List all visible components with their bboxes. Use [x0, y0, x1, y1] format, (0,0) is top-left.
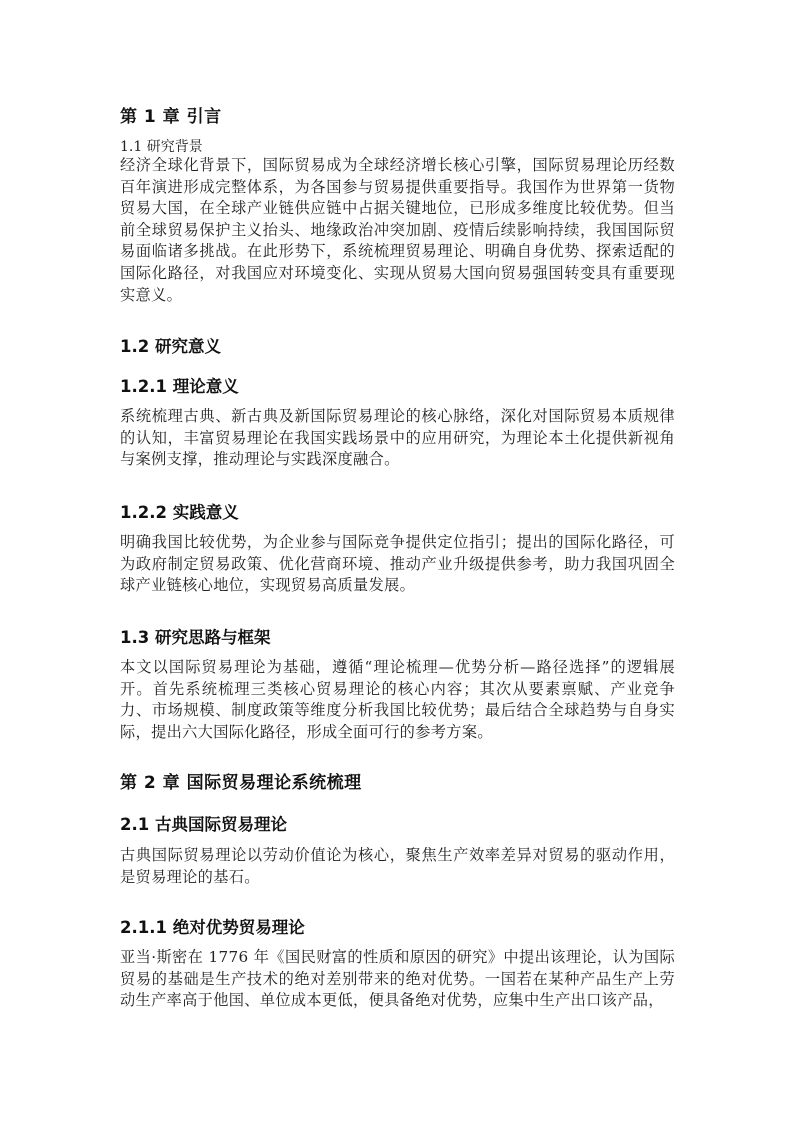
section-2-1-title: 2.1 古典国际贸易理论: [120, 815, 287, 834]
section-1-1-body: 经济全球化背景下，国际贸易成为全球经济增长核心引擎，国际贸易理论历经数百年演进形成完整体系，为各国参与贸易提供重要指导。我国作为世界第一货物贸易大国，在全球产业链供应链中占据关键地位，已形成多维度比较优势。但当前全球贸易保护主义抬头、地缘政治冲突加剧、疫情后续影响持续，我国国际贸易面临诸多挑战。在此形势下，系统梳理贸易理论、明确自身优势、探索适配的国际化路径，对我国应对环境变化、实现从贸易大国向贸易强国转变具有重要现实意义。: [120, 156, 675, 304]
section-1-2-1-body: 系统梳理古典、新古典及新国际贸易理论的核心脉络，深化对国际贸易本质规律的认知，丰富贸易理论在我国实践场景中的应用研究，为理论本土化提供新视角与案例支撑，推动理论与实践深度融合。: [120, 407, 675, 469]
chapter-2-title: 第 2 章 国际贸易理论系统梳理: [120, 773, 362, 793]
chapter-1-title: 第 1 章 引言: [120, 107, 222, 127]
section-1-2-2-body: 明确我国比较优势，为企业参与国际竞争提供定位指引；提出的国际化路径，可为政府制定贸易政策、优化营商环境、推动产业升级提供参考，助力我国巩固全球产业链核心地位，实现贸易高质量发展。: [120, 533, 675, 595]
section-1-2-2-title: 1.2.2 实践意义: [120, 503, 239, 522]
section-1-2-1-title: 1.2.1 理论意义: [120, 377, 239, 396]
section-1-3-body: 本文以国际贸易理论为基础，遵循“理论梳理—优势分析—路径选择”的逻辑展开。首先系统梳理三类核心贸易理论的核心内容；其次从要素禀赋、产业竞争力、市场规模、制度政策等维度分析我国比较优势；最后结合全球趋势与自身实际，提出六大国际化路径，形成全面可行的参考方案。: [120, 658, 675, 741]
section-2-1-1-title: 2.1.1 绝对优势贸易理论: [120, 918, 305, 937]
section-1-2-title: 1.2 研究意义: [120, 337, 221, 356]
section-1-3-title: 1.3 研究思路与框架: [120, 628, 271, 647]
section-2-1-body: 古典国际贸易理论以劳动价值论为核心，聚焦生产效率差异对贸易的驱动作用，是贸易理论的基石。: [120, 846, 675, 886]
section-1-1-title: 1.1 研究背景: [120, 139, 203, 155]
section-2-1-1-body: 亚当·斯密在 1776 年《国民财富的性质和原因的研究》中提出该理论，认为国际贸易的基础是生产技术的绝对差别带来的绝对优势。一国若在某种产品生产上劳动生产率高于他国、单位成本更低，便具备绝对优势，应集中生产出口该产品，: [120, 948, 675, 1010]
